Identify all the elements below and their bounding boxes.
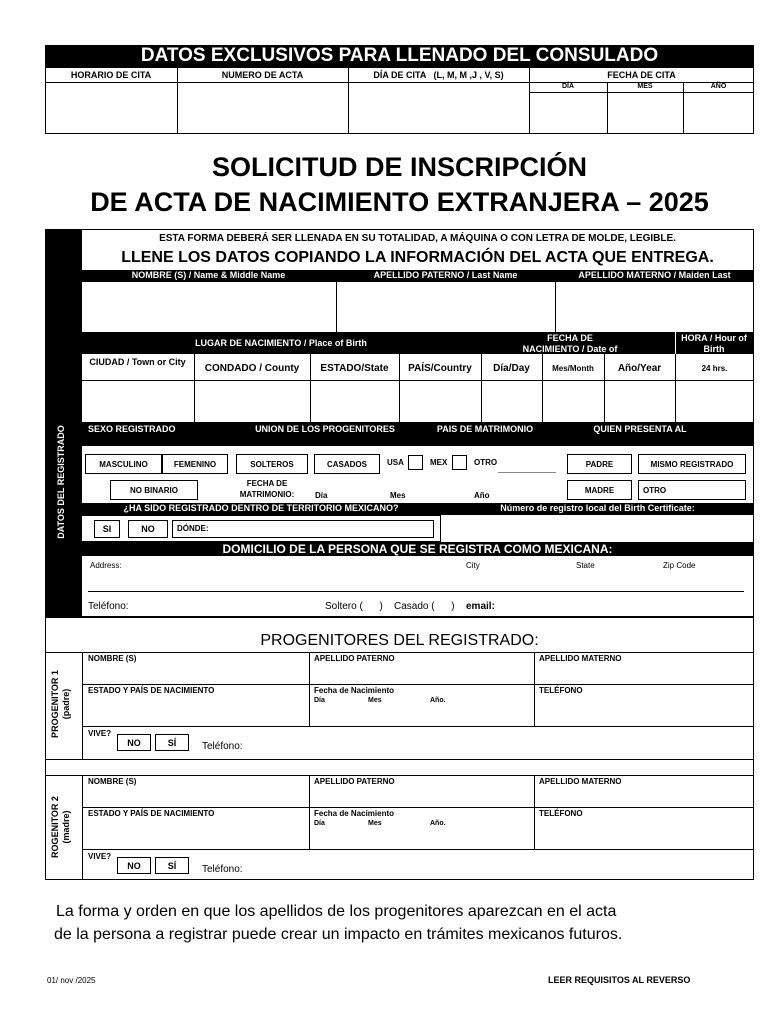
- dia-input[interactable]: [482, 381, 542, 421]
- zip-label: Zip Code: [663, 561, 696, 570]
- apellido-materno-input[interactable]: [556, 283, 753, 331]
- padre-option[interactable]: PADRE: [567, 454, 632, 474]
- no-binario-option[interactable]: NO BINARIO: [110, 480, 198, 500]
- page-title-line1: SOLICITUD DE INSCRIPCIÓN: [211, 152, 588, 182]
- divider: [309, 775, 310, 849]
- no-option[interactable]: NO: [128, 520, 168, 538]
- p2-telefono-label: Teléfono:: [202, 864, 243, 875]
- otro-option[interactable]: OTRO: [638, 480, 746, 500]
- domicilio-header: DOMICILIO DE LA PERSONA QUE SE REGISTRA COMO MEXICANA:: [81, 542, 754, 556]
- divider: [529, 92, 754, 93]
- city-label: City: [466, 561, 480, 570]
- p2-estado-pais-label: ESTADO Y PAÍS DE NACIMIENTO: [88, 809, 215, 818]
- fm-anio-label: Año: [474, 491, 490, 500]
- otro-line: [498, 472, 556, 473]
- anio-label: Año/Year: [617, 363, 662, 374]
- numero-acta-label: NUMERO DE ACTA: [221, 70, 304, 80]
- address-label: Address:: [90, 561, 122, 570]
- p2-si-option[interactable]: SÍ: [155, 857, 189, 874]
- p1-fecha-nac-label: Fecha de Nacimiento: [314, 686, 395, 695]
- p2-vive-label: VIVE?: [88, 852, 112, 861]
- horario-label: HORARIO DE CITA: [70, 70, 152, 80]
- hora-label: HORA / Hour of Birth: [681, 333, 747, 354]
- consulado-header: DATOS EXCLUSIVOS PARA LLENADO DEL CONSULADO: [45, 45, 754, 67]
- p1-no-option[interactable]: NO: [117, 734, 151, 751]
- quien-presenta-label: QUIEN PRESENTA AL: [593, 424, 687, 434]
- p2-telefono-cap-label: TELÉFONO: [539, 809, 583, 818]
- ciudad-label: CIUDAD / Town or City: [89, 357, 186, 367]
- p2-apellido-paterno-label: APELLIDO PATERNO: [314, 777, 395, 786]
- estado-input[interactable]: [311, 381, 399, 421]
- numero-acta-input[interactable]: [178, 83, 347, 133]
- p1-mes-label: Mes: [368, 697, 382, 704]
- divider: [82, 726, 754, 727]
- registrado-mx-label: ¿HA SIDO REGISTRADO DENTRO DE TERRITORIO MEXICANO?: [123, 503, 399, 513]
- numero-registro-label: Número de registro local del Birth Certificate:: [500, 503, 695, 513]
- fm-mes-label: Mes: [390, 491, 406, 500]
- si-option[interactable]: SI: [94, 520, 120, 538]
- p1-dia-label: Día: [314, 697, 325, 704]
- dia-cita-label: DÍA DE CITA (L, M, M ,J , V, S): [373, 70, 504, 80]
- footer-note-line2: de la persona a registrar puede crear un impacto en trámites mexicanos futuros.: [54, 926, 623, 943]
- registrado-side-label: DATOS DEL REGISTRADO: [56, 425, 66, 539]
- apellido-materno-label: APELLIDO MATERNO / Maiden Last: [578, 270, 731, 280]
- telefono-label: Teléfono:: [88, 601, 129, 612]
- madre-option[interactable]: MADRE: [567, 480, 632, 500]
- p1-vive-label: VIVE?: [88, 729, 112, 738]
- otro-label: OTRO: [474, 458, 498, 467]
- footer-date: 01/ nov /2025: [47, 976, 96, 985]
- anio-input[interactable]: [605, 381, 675, 421]
- mex-label: MEX: [430, 458, 448, 467]
- sexo-label: SEXO REGISTRADO: [88, 424, 176, 434]
- dia-label: Día/Day: [493, 363, 530, 374]
- progenitores-title: PROGENITORES DEL REGISTRADO:: [260, 632, 539, 649]
- divider: [82, 849, 754, 850]
- fecha-nacimiento-label: FECHA DE NACIMIENTO / Date of Birth: [522, 333, 618, 365]
- donde-field[interactable]: [172, 520, 434, 538]
- union-label: UNION DE LOS PROGENITORES: [255, 424, 395, 434]
- condado-label: CONDADO / County: [204, 363, 300, 374]
- mex-checkbox[interactable]: [452, 455, 467, 470]
- mes-label: Mes/Month: [552, 364, 594, 373]
- lugar-nacimiento-label: LUGAR DE NACIMIENTO / Place of Birth: [195, 338, 367, 348]
- dia-label: DÍA: [561, 83, 575, 90]
- estado-label: ESTADO/State: [320, 363, 389, 374]
- progenitor2-box: [45, 775, 754, 880]
- divider: [534, 652, 535, 726]
- soltero-label: Soltero ( ): [325, 601, 383, 612]
- p1-nombre-label: NOMBRE (S): [88, 654, 137, 663]
- femenino-option[interactable]: FEMENINO: [162, 454, 228, 474]
- nombre-input[interactable]: [82, 283, 335, 331]
- pais-label: PAÍS/Country: [408, 363, 472, 374]
- p1-si-option[interactable]: SÍ: [155, 734, 189, 751]
- fecha-matrimonio-label: FECHA DE MATRIMONIO:: [239, 479, 295, 499]
- usa-checkbox[interactable]: [408, 455, 423, 470]
- divider: [82, 775, 83, 880]
- numero-registro-input[interactable]: [442, 516, 753, 541]
- donde-label: DÓNDE:: [177, 524, 209, 533]
- progenitor2-label: ROGENITOR 2 (madre): [50, 796, 71, 858]
- instruction-text: ESTA FORMA DEBERÁ SER LLENADA EN SU TOTALIDAD, A MÁQUINA O CON LETRA DE MOLDE, LEGIBLE.: [159, 233, 676, 244]
- pais-matrimonio-label: PAIS DE MATRIMONIO: [436, 424, 534, 434]
- p2-dia-label: Día: [314, 820, 325, 827]
- headline-text: LLENE LOS DATOS COPIANDO LA INFORMACIÓN DEL ACTA QUE ENTREGA.: [121, 249, 714, 266]
- p2-nombre-label: NOMBRE (S): [88, 777, 137, 786]
- fecha-cita-label: FECHA DE CITA: [607, 70, 676, 80]
- page-title-line2: DE ACTA DE NACIMIENTO EXTRANJERA – 2025: [90, 187, 709, 217]
- divider: [82, 684, 754, 685]
- divider: [82, 652, 83, 760]
- p1-anio-label: Año.: [430, 697, 446, 704]
- p2-mes-label: Mes: [368, 820, 382, 827]
- p2-fecha-nac-label: Fecha de Nacimiento: [314, 809, 395, 818]
- progenitor1-label: PROGENITOR 1 (padre): [50, 670, 71, 738]
- email-label: email:: [466, 601, 495, 612]
- casado-label: Casado ( ): [394, 601, 455, 612]
- p1-estado-pais-label: ESTADO Y PAÍS DE NACIMIENTO: [88, 686, 215, 695]
- divider: [82, 807, 754, 808]
- divider: [534, 775, 535, 849]
- p1-apellido-paterno-label: APELLIDO PATERNO: [314, 654, 395, 663]
- pais-input[interactable]: [400, 381, 481, 421]
- fm-dia-label: Día: [315, 491, 328, 500]
- p2-anio-label: Año.: [430, 820, 446, 827]
- dia-cita-input[interactable]: [349, 83, 528, 133]
- footer-leer: LEER REQUISITOS AL REVERSO: [548, 975, 691, 985]
- ciudad-input[interactable]: [82, 381, 194, 421]
- mes-label: MES: [637, 83, 653, 90]
- masculino-option[interactable]: MASCULINO: [85, 454, 162, 474]
- anio-label: AÑO: [710, 83, 727, 90]
- mes-input[interactable]: [543, 381, 604, 421]
- footer-note-line1: La forma y orden en que los apellidos de los progenitores aparezcan en el acta: [56, 903, 617, 920]
- hora-input[interactable]: [676, 381, 753, 421]
- casados-option[interactable]: CASADOS: [314, 454, 380, 474]
- progenitor1-box: [45, 652, 754, 760]
- p1-apellido-materno-label: APELLIDO MATERNO: [539, 654, 622, 663]
- p1-telefono-cap-label: TELÉFONO: [539, 686, 583, 695]
- apellido-paterno-label: APELLIDO PATERNO / Last Name: [373, 270, 518, 280]
- divider: [309, 652, 310, 726]
- solteros-option[interactable]: SOLTEROS: [236, 454, 308, 474]
- p2-apellido-materno-label: APELLIDO MATERNO: [539, 777, 622, 786]
- divider: [675, 332, 676, 354]
- apellido-paterno-input[interactable]: [337, 283, 554, 331]
- mismo-registrado-option[interactable]: MISMO REGISTRADO: [638, 454, 746, 474]
- horario-input[interactable]: [46, 83, 176, 133]
- usa-label: USA: [387, 458, 404, 467]
- p1-telefono-label: Teléfono:: [202, 741, 243, 752]
- nombre-label: NOMBRE (S) / Name & Middle Name: [131, 270, 286, 280]
- address-input[interactable]: [90, 570, 744, 590]
- state-label: State: [576, 561, 595, 570]
- hrs-label: 24 hrs.: [701, 364, 728, 373]
- condado-input[interactable]: [195, 381, 310, 421]
- p2-no-option[interactable]: NO: [117, 857, 151, 874]
- address-line: [88, 591, 744, 592]
